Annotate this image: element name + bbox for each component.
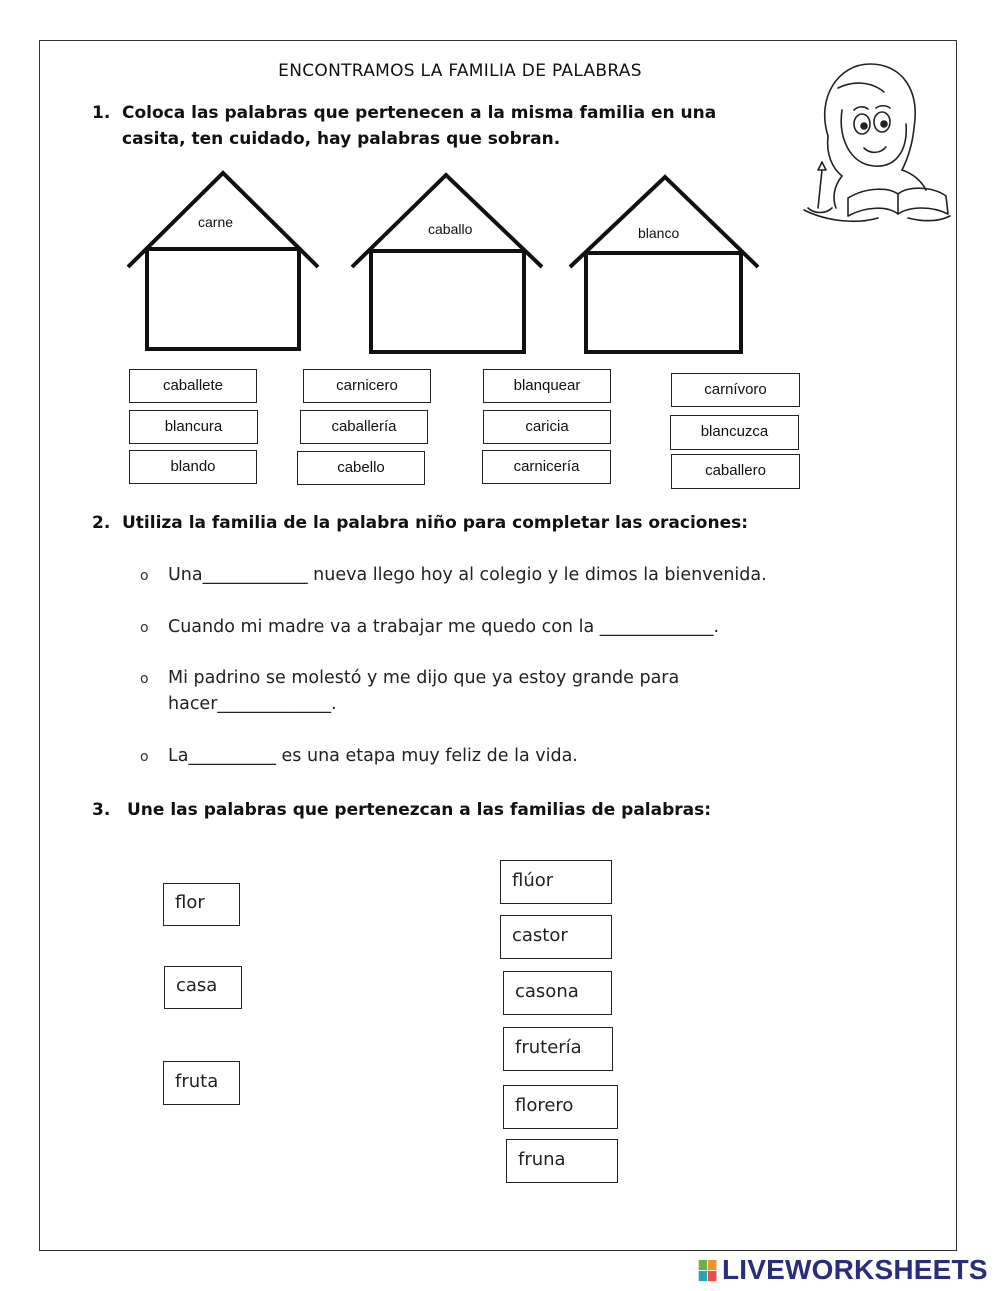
word-box-caballeria[interactable]: caballería xyxy=(300,410,428,444)
question-2-text: Utiliza la familia de la palabra niño para completar las oraciones: xyxy=(122,513,749,533)
house-caballo xyxy=(352,175,542,352)
question-3-text: Une las palabras que pertenezcan a las familias de palabras: xyxy=(127,800,712,820)
bullet-1: o xyxy=(140,568,149,584)
girl-reading-illustration xyxy=(798,58,954,226)
word-box-caballete[interactable]: caballete xyxy=(129,369,257,403)
sentence-4: La__________ es una etapa muy feliz de la vida. xyxy=(168,746,578,766)
match-right-fruteria[interactable]: frutería xyxy=(503,1027,613,1071)
match-right-casona[interactable]: casona xyxy=(503,971,612,1015)
word-box-blancura[interactable]: blancura xyxy=(129,410,258,444)
houses-drawing xyxy=(120,165,770,360)
word-box-caricia[interactable]: caricia xyxy=(483,410,611,444)
page-title: ENCONTRAMOS LA FAMILIA DE PALABRAS xyxy=(278,61,642,81)
bullet-3: o xyxy=(140,671,149,687)
match-right-fluor[interactable]: flúor xyxy=(500,860,612,904)
word-box-cabello[interactable]: cabello xyxy=(297,451,425,485)
sentence-3-line2: hacer_____________. xyxy=(168,694,337,714)
question-3 xyxy=(92,797,812,825)
word-box-caballero[interactable]: caballero xyxy=(671,454,800,489)
question-1 xyxy=(92,100,792,154)
house-label-blanco: blanco xyxy=(638,225,680,241)
house-blanco xyxy=(570,177,758,352)
question-1-line1: Coloca las palabras que pertenecen a la misma familia en una xyxy=(122,103,717,123)
word-box-carnicero[interactable]: carnicero xyxy=(303,369,431,403)
question-3-number: 3. xyxy=(92,800,111,820)
house-label-caballo: caballo xyxy=(428,221,473,237)
word-box-blanquear[interactable]: blanquear xyxy=(483,369,611,403)
sentence-2: Cuando mi madre va a trabajar me quedo con la _____________. xyxy=(168,617,720,637)
match-right-florero[interactable]: florero xyxy=(503,1085,618,1129)
house-label-carne: carne xyxy=(198,214,234,230)
house-carne xyxy=(128,173,318,349)
liveworksheets-logo-text: LIVEWORKSHEETS xyxy=(722,1254,988,1285)
word-box-carniceria[interactable]: carnicería xyxy=(482,450,611,484)
question-1-number: 1. xyxy=(92,103,111,123)
match-left-casa[interactable]: casa xyxy=(164,966,242,1009)
match-right-castor[interactable]: castor xyxy=(500,915,612,959)
match-right-fruna[interactable]: fruna xyxy=(506,1139,618,1183)
question-1-line2: casita, ten cuidado, hay palabras que sobran. xyxy=(122,129,561,149)
word-box-carnivoro[interactable]: carnívoro xyxy=(671,373,800,407)
question-2 xyxy=(92,510,812,538)
bullet-2: o xyxy=(140,620,149,636)
liveworksheets-logo-icon xyxy=(697,1260,719,1282)
sentence-3-line1: Mi padrino se molestó y me dijo que ya estoy grande para xyxy=(168,668,680,688)
sentence-1: Una____________ nueva llego hoy al colegio y le dimos la bienvenida. xyxy=(168,565,767,585)
match-left-fruta[interactable]: fruta xyxy=(163,1061,240,1105)
word-box-blancuzca[interactable]: blancuzca xyxy=(670,415,799,450)
word-box-blando[interactable]: blando xyxy=(129,450,257,484)
match-left-flor[interactable]: flor xyxy=(163,883,240,926)
question-2-number: 2. xyxy=(92,513,111,533)
bullet-4: o xyxy=(140,749,149,765)
